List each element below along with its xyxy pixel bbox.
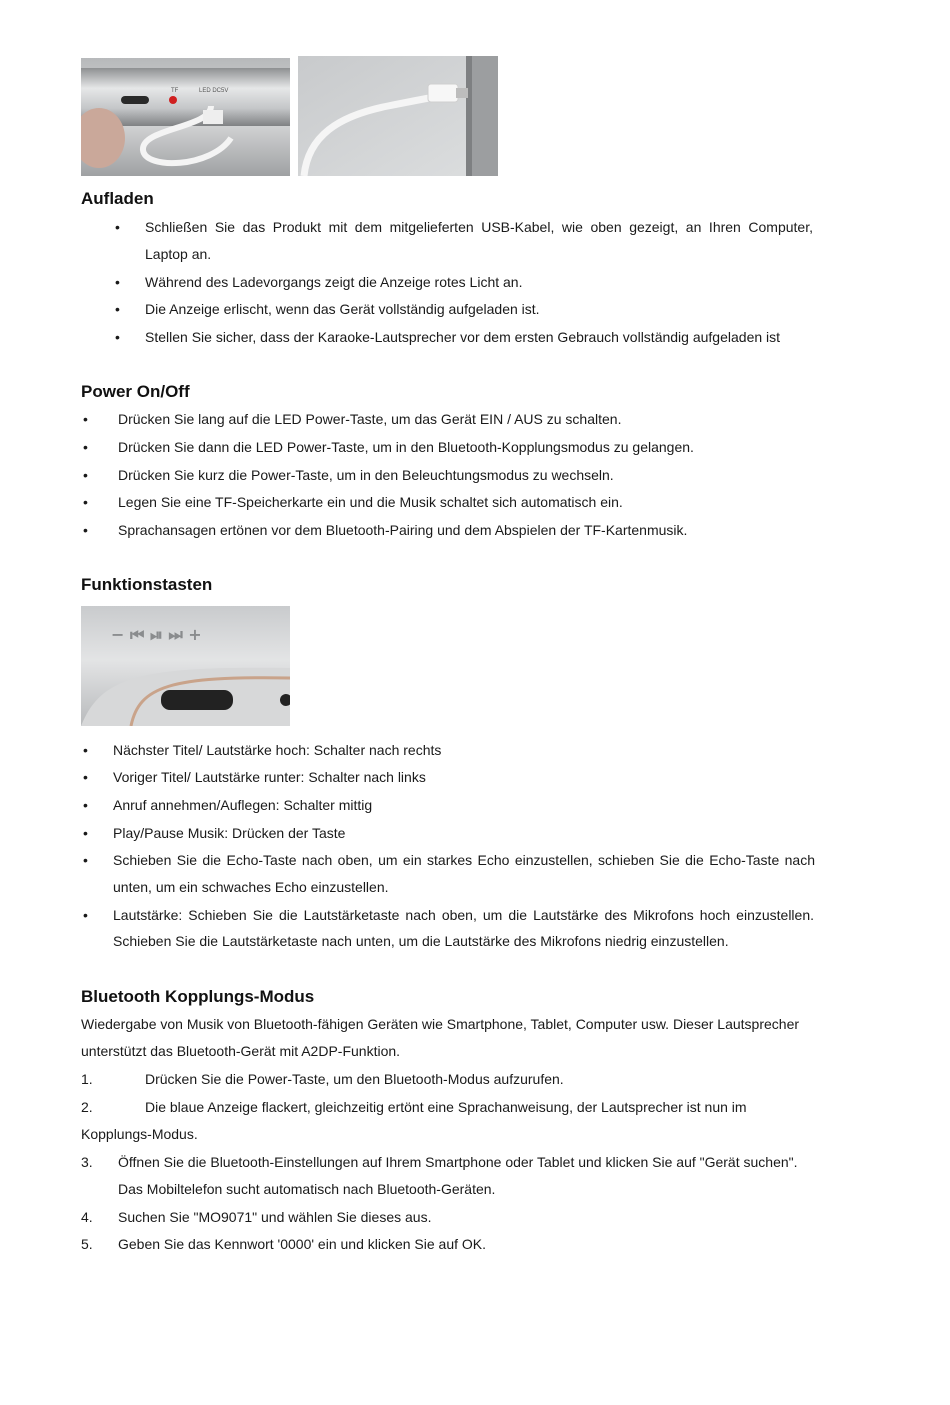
bullet-icon: • xyxy=(83,467,88,483)
function-item-2: Voriger Titel/ Lautstärke runter: Schalter nach links xyxy=(113,769,426,785)
charging-item-4: Stellen Sie sicher, dass der Karaoke-Lautsprecher vor dem ersten Gebrauch vollständig aufgeladen ist xyxy=(145,329,781,345)
function-buttons-photo xyxy=(81,606,290,726)
bluetooth-intro-line-1: Wiedergabe von Musik von Bluetooth-fähigen Geräten wie Smartphone, Tablet, Computer usw. Dieser Lautsprecher xyxy=(81,1016,800,1032)
bullet-icon: • xyxy=(83,742,88,758)
bullet-icon: • xyxy=(83,852,88,868)
bluetooth-step-2-cont: Kopplungs-Modus. xyxy=(81,1126,198,1142)
bluetooth-step-3: Öffnen Sie die Bluetooth-Einstellungen auf Ihrem Smartphone oder Tablet und klicken Sie auf "Gerät suchen". xyxy=(118,1154,798,1170)
power-item-1: Drücken Sie lang auf die LED Power-Taste, um das Gerät EIN / AUS zu schalten. xyxy=(118,411,622,427)
step-number: 5. xyxy=(81,1236,93,1252)
bullet-icon: • xyxy=(83,439,88,455)
power-item-2: Drücken Sie dann die LED Power-Taste, um in den Bluetooth-Kopplungsmodus zu gelangen. xyxy=(118,439,694,455)
bullet-icon: • xyxy=(83,797,88,813)
bullet-icon: • xyxy=(115,274,120,290)
bluetooth-step-2: Die blaue Anzeige flackert, gleichzeitig ertönt eine Sprachanweisung, der Lautsprecher ist nun im xyxy=(145,1099,747,1115)
usb-cable-laptop-photo xyxy=(298,56,498,176)
charging-item-1: Schließen Sie das Produkt mit dem mitgelieferten USB-Kabel, wie oben gezeigt, an Ihren Computer, xyxy=(145,219,813,235)
device-usb-port-photo xyxy=(81,58,290,176)
step-number: 4. xyxy=(81,1209,93,1225)
charging-item-2: Während des Ladevorgangs zeigt die Anzeige rotes Licht an. xyxy=(145,274,523,290)
step-number: 1. xyxy=(81,1071,93,1087)
tf-label: TF xyxy=(171,88,179,94)
bullet-icon: • xyxy=(115,301,120,317)
bullet-icon: • xyxy=(83,522,88,538)
bluetooth-step-3-cont: Das Mobiltelefon sucht automatisch nach Bluetooth-Geräten. xyxy=(118,1181,496,1197)
function-item-5: Schieben Sie die Echo-Taste nach oben, um ein starkes Echo einzustellen, schieben Sie die Echo-Taste nach xyxy=(113,852,815,868)
function-item-5-cont: unten, um ein schwaches Echo einzustellen. xyxy=(113,879,389,895)
bluetooth-step-5: Geben Sie das Kennwort '0000' ein und klicken Sie auf OK. xyxy=(118,1236,487,1252)
function-item-1: Nächster Titel/ Lautstärke hoch: Schalter nach rechts xyxy=(113,742,442,758)
charging-item-1-cont: Laptop an. xyxy=(145,246,212,262)
section-title-charging: Aufladen xyxy=(81,189,154,208)
power-item-3: Drücken Sie kurz die Power-Taste, um in den Beleuchtungsmodus zu wechseln. xyxy=(118,467,614,483)
bullet-icon: • xyxy=(83,411,88,427)
bluetooth-step-4: Suchen Sie "MO9071" und wählen Sie dieses aus. xyxy=(118,1209,432,1225)
step-number: 3. xyxy=(81,1154,93,1170)
section-title-function-keys: Funktionstasten xyxy=(81,575,213,594)
bullet-icon: • xyxy=(115,329,120,345)
bullet-icon: • xyxy=(115,219,120,235)
bullet-icon: • xyxy=(83,907,88,923)
bluetooth-intro-line-2: unterstützt das Bluetooth-Gerät mit A2DP-Funktion. xyxy=(81,1043,401,1059)
section-title-power: Power On/Off xyxy=(81,382,190,401)
section-title-bluetooth: Bluetooth Kopplungs-Modus xyxy=(81,987,315,1006)
function-item-3: Anruf annehmen/Auflegen: Schalter mittig xyxy=(113,797,373,813)
function-item-6-cont: Schieben Sie die Lautstärketaste nach unten, um die Lautstärke des Mikrofons niedrig einzustellen. xyxy=(113,933,729,949)
step-number: 2. xyxy=(81,1099,93,1115)
bullet-icon: • xyxy=(83,825,88,841)
port-label: LED DC5V xyxy=(199,88,229,94)
bullet-icon: • xyxy=(83,769,88,785)
power-item-4: Legen Sie eine TF-Speicherkarte ein und die Musik schaltet sich automatisch ein. xyxy=(118,494,623,510)
bullet-icon: • xyxy=(83,494,88,510)
function-item-6: Lautstärke: Schieben Sie die Lautstärketaste nach oben, um die Lautstärke des Mikrofons hoch einzustellen. xyxy=(113,907,814,923)
power-item-5: Sprachansagen ertönen vor dem Bluetooth-Pairing und dem Abspielen der TF-Kartenmusik. xyxy=(118,522,688,538)
bluetooth-step-1: Drücken Sie die Power-Taste, um den Bluetooth-Modus aufzurufen. xyxy=(145,1071,564,1087)
charging-item-3: Die Anzeige erlischt, wenn das Gerät vollständig aufgeladen ist. xyxy=(145,301,540,317)
function-item-4: Play/Pause Musik: Drücken der Taste xyxy=(113,825,346,841)
button-strip-label: − ⏮ ⏯ ⏭ + xyxy=(111,625,202,644)
